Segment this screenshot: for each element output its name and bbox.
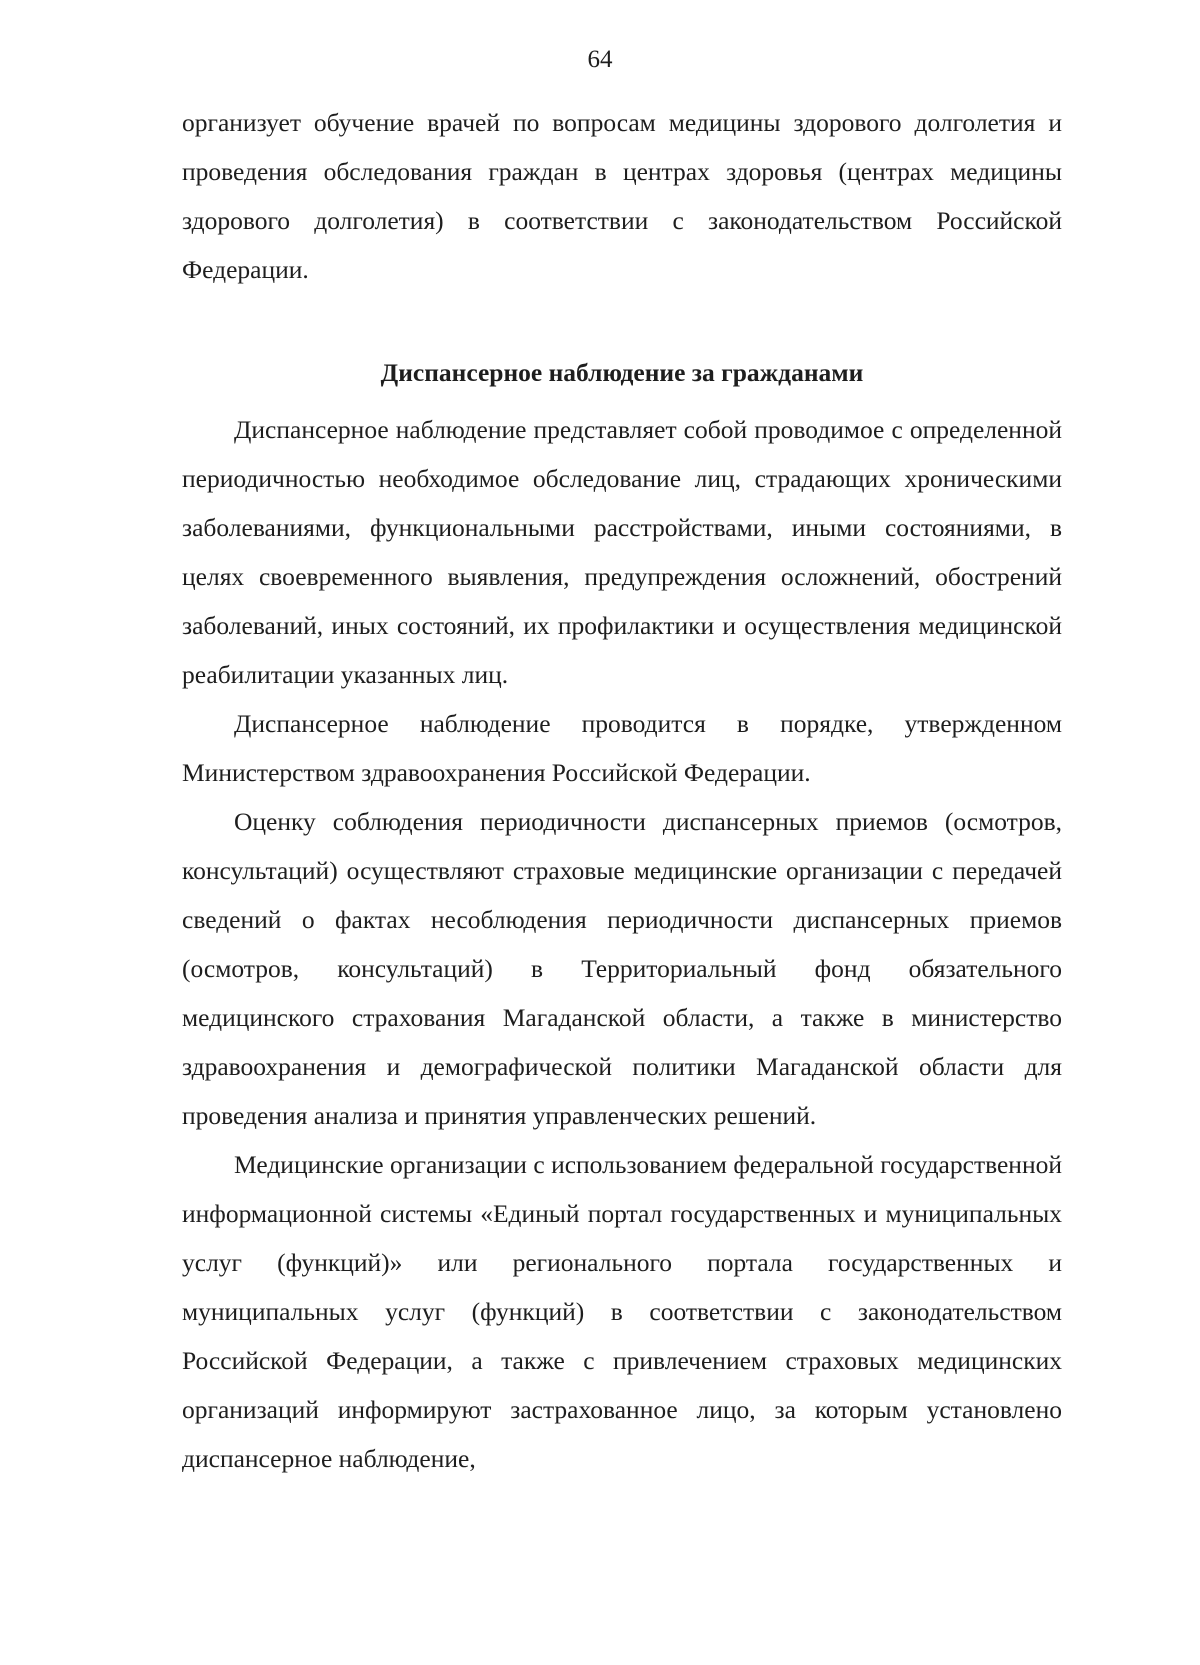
paragraph-notification: Медицинские организации с использованием федеральной государственной информационной системы «Единый портал государственных и муниципальных услуг (функций)» или регионального портала государственных и муниципальных услуг (функций) в соответствии с законодательством Российской Федерации, а также с привлечением страховых медицинских организаций информируют застрахованное лицо, за которым установлено диспансерное наблюдение,	[182, 1150, 1062, 1473]
paragraph-assessment: Оценку соблюдения периодичности диспансерных приемов (осмотров, консультаций) осуществляют страховые медицинские организации с передачей сведений о фактах несоблюдения периодичности диспансерных приемов (осмотров, консультаций) в Территориальный фонд обязательного медицинского страхования Магаданской области, а также в министерство здравоохранения и демографической политики Магаданской области для проведения анализа и принятия управленческих решений.	[182, 807, 1062, 1130]
section-heading: Диспансерное наблюдение за гражданами	[380, 358, 864, 387]
paragraph-continuation: организует обучение врачей по вопросам медицины здорового долголетия и проведения обследования граждан в центрах здоровья (центрах медицины здорового долголетия) в соответствии с законодательством Российской Федерации.	[182, 108, 1062, 284]
paragraph-procedure: Диспансерное наблюдение проводится в порядке, утвержденном Министерством здравоохранения Российской Федерации.	[182, 709, 1062, 787]
document-body	[182, 98, 1062, 1483]
paragraph-definition: Диспансерное наблюдение представляет собой проводимое с определенной периодичностью необходимое обследование лиц, страдающих хроническими заболеваниями, функциональными расстройствами, иными состояниями, в целях своевременного выявления, предупреждения осложнений, обострений заболеваний, иных состояний, их профилактики и осуществления медицинской реабилитации указанных лиц.	[182, 415, 1062, 689]
page-number: 64	[587, 46, 613, 73]
